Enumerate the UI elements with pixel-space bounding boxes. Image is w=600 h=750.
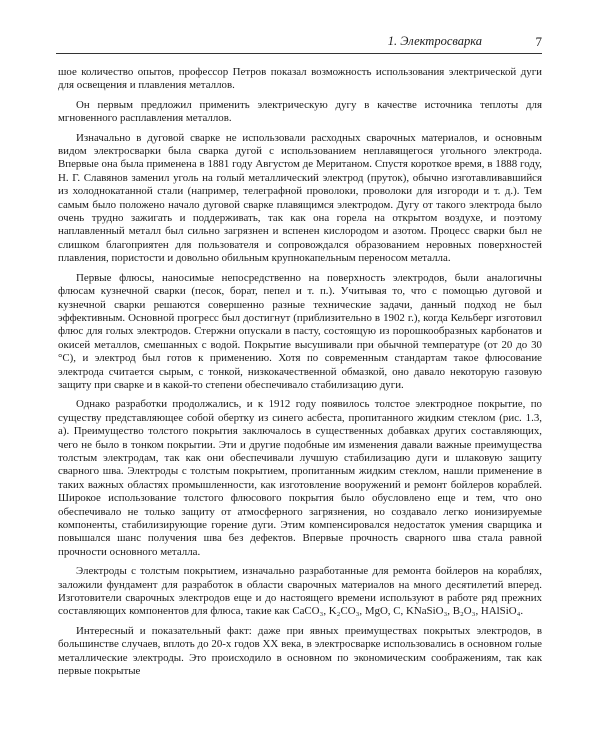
paragraph-7: Интересный и показательный факт: даже при явных преимуществах покрытых электродов, в большинстве случаев, вплоть до 20-х годов XX века, в электросварке использовались в основном голые металлические электроды. Это происходило в основном по экономическим соображениям, так как первые покрытые: [58, 624, 542, 678]
page-number: 7: [535, 34, 542, 49]
paragraph-2: Он первым предложил применить электрическую дугу в качестве источника теплоты для мгновенного расплавления металлов.: [58, 98, 542, 125]
paragraph-6: Электроды с толстым покрытием, изначально разработанные для ремонта бойлеров на кораблях, заложили фундамент для разработок в области сварочных материалов на много десятилетий вперед. Изготовители сварочных электродов еще и до настоящего времени используют в работе ряд прежних составляющих компонентов для флюса, такие как CaCO₃, K₂CO₃, MgO, C, KNaSiO₃, B₂O₃, HAlSiO₄.: [58, 565, 542, 618]
header-rule: [56, 53, 542, 54]
chapter-title: 1. Электросварка: [387, 34, 482, 48]
page-body: [58, 66, 542, 684]
running-header: [56, 34, 542, 52]
paragraph-3: Изначально в дуговой сварке не использовали расходных сварочных материалов, и основным видом электросварки была сварка дугой с использованием неплавящегося угольного электрода. Впервые она была применена в 1881 году Августом де Меританом. Спустя короткое время, в 1888 году, Н. Г. Славянов заменил уголь на голый металлический электрод (пруток), обычно изготавливавшийся из холоднокатанной стали (например, телеграфной проволоки, проволоки для изгороди и т. д.). Тем самым было положено начало дуговой сварке плавящимся электродом. Дугу от такого электрода было очень трудно зажигать и поддерживать, так как она горела на открытом воздухе, и поэтому наплавленный металл был сильно загрязнен и вспенен кислородом и азотом. Процесс сварки был не слишком благоприятен для пользователя и сопровождался образованием неровных поверхностей плавления, пористости и довольно обильным крупнокапельным переносом металла.: [58, 131, 542, 265]
paragraph-4: Первые флюсы, наносимые непосредственно на поверхность электродов, были аналогичны флюсам кузнечной сварки (песок, борат, пепел и т. п.). Учитывая то, что с помощью дуговой и кузнечной сварки решаются совершенно разные технические задачи, данный подход не был эффективным. Основной прогресс был достигнут (приблизительно в 1902 г.), когда Кельберг изготовил флюс для голых электродов. Стержни опускали в пасту, состоящую из порошкообразных карбонатов и окисей металлов, смешанных с водой. Покрытие высушивали при обычной температуре (от 20 до 30 °С), и электрод был готов к применению. Хотя по современным стандартам такое флюсование электрода считается сырым, с тонкой, низкокачественной обмазкой, оно давало некоторую газовую защиту при сварке и в какой-то степени обеспечивало стабилизацию дуги.: [58, 271, 542, 391]
paragraph-1: шое количество опытов, профессор Петров показал возможность использования электрической дуги для освещения и плавления металлов.: [58, 66, 542, 92]
paragraph-5: Однако разработки продолжались, и к 1912 году появилось толстое электродное покрытие, по существу представляющее собой обертку из синего асбеста, пропитанного жидким стеклом (рис. 1.3, а). Преимущество толстого покрытия заключалось в существенных добавках других составляющих, чего не было в тонком покрытии. Эти и другие подобные им изменения давали важные преимущества толстым электродам, так как они обеспечивали лучшую стабилизацию дуги и шлаковую защиту сварного шва. Электроды с толстым покрытием, пропитанным жидким стеклом, нашли применение в таких важных областях промышленности, как изготовление вооружений и ремонт бойлеров кораблей. Широкое использование толстого флюсового покрытия было обусловлено еще и тем, что оно обеспечивало не только защиту от атмосферного загрязнения, но создавало легко ионизируемые компоненты, стабилизирующие горение дуги. Этим компенсировался недостаток умения сварщика и повышался шанс получения шва без дефектов. Впервые прочность сварного шва стала равной прочности основного металла.: [58, 398, 542, 558]
